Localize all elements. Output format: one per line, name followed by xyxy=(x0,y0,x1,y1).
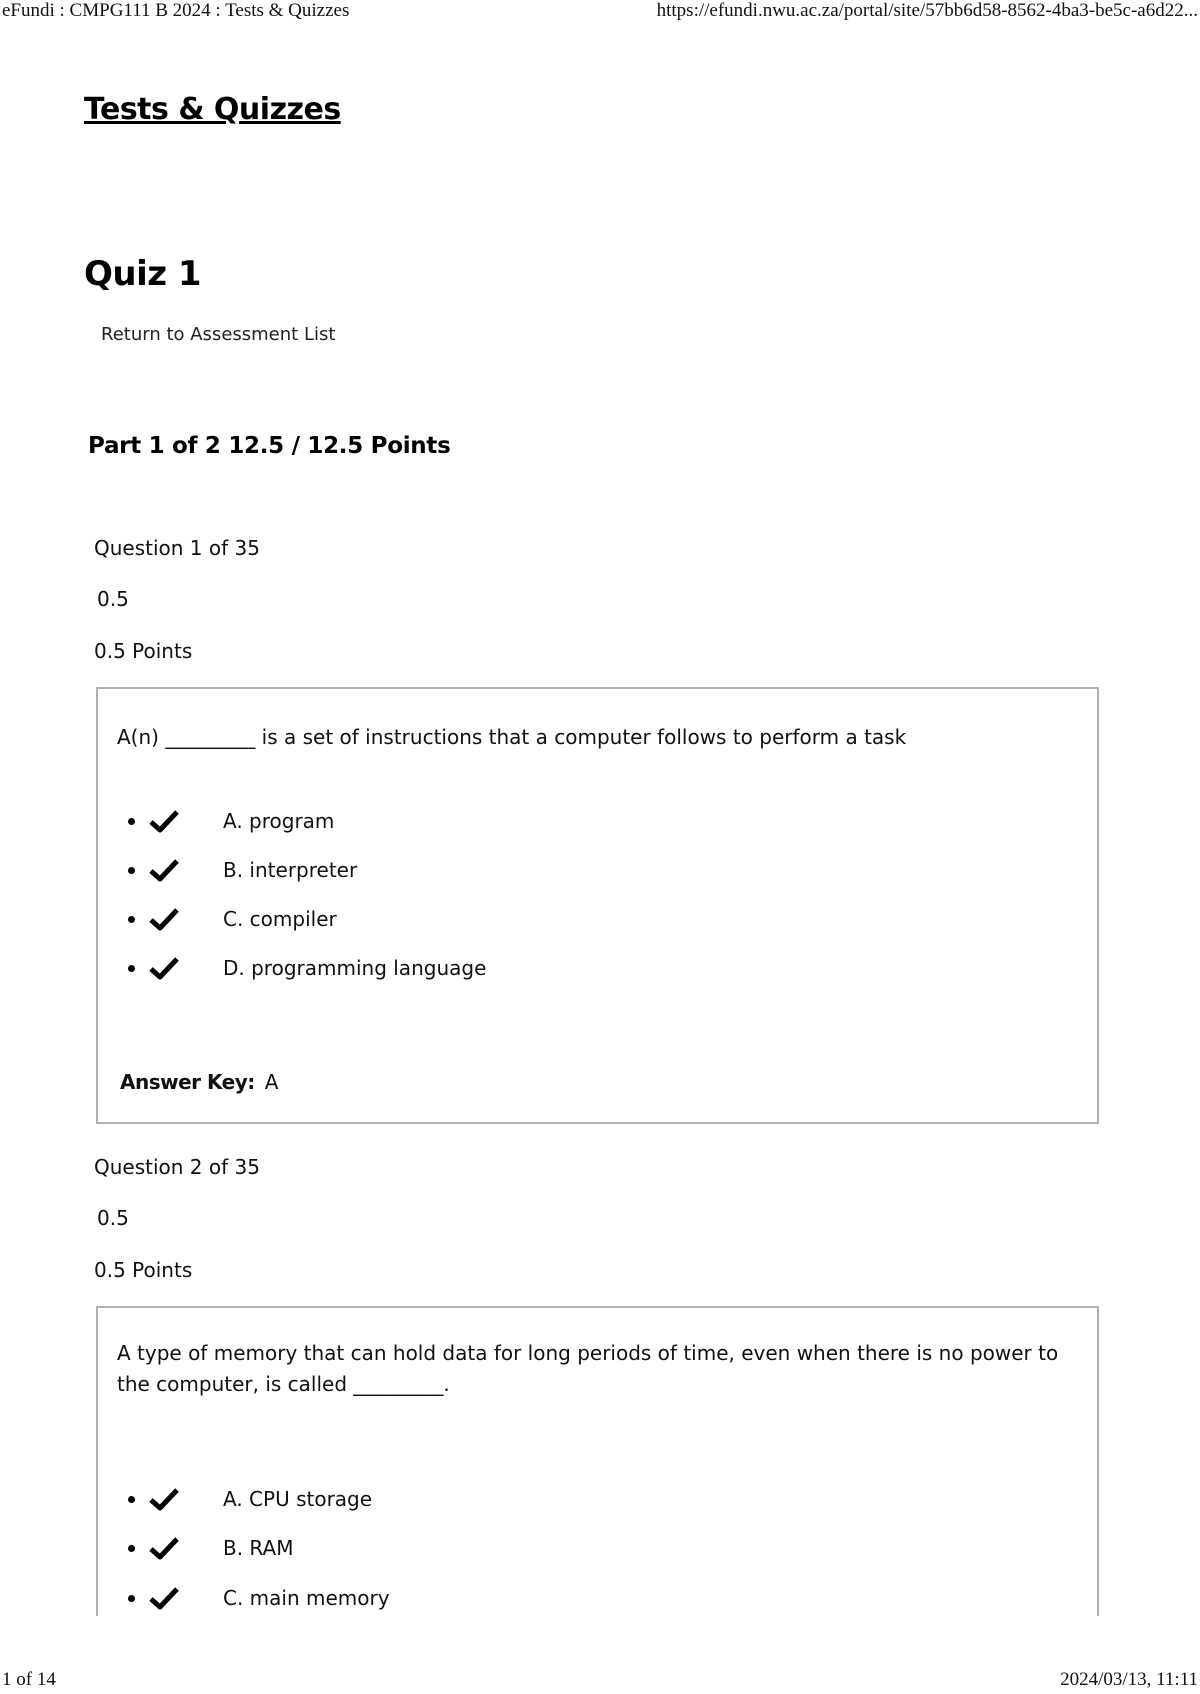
choice-item xyxy=(128,806,334,836)
return-to-assessment-list-link[interactable]: Return to Assessment List xyxy=(101,324,336,345)
check-icon xyxy=(149,956,179,980)
check-icon xyxy=(149,1487,179,1511)
bullet xyxy=(128,818,135,825)
choice-item xyxy=(128,904,337,934)
answer-key-label: Answer Key: xyxy=(120,1070,255,1094)
choice-label: C. main memory xyxy=(223,1586,390,1610)
choice-label: C. compiler xyxy=(223,907,337,931)
check-icon xyxy=(149,858,179,882)
print-header-url: https://efundi.nwu.ac.za/portal/site/57bb6d58-8562-4ba3-be5c-a6d22... xyxy=(656,0,1198,21)
question-score: 0.5 xyxy=(97,587,129,611)
choice-label: B. RAM xyxy=(223,1536,294,1560)
bullet xyxy=(128,916,135,923)
check-icon xyxy=(149,1536,179,1560)
part-title: Part 1 of 2 12.5 / 12.5 Points xyxy=(88,433,451,459)
print-footer-datetime: 2024/03/13, 11:11 xyxy=(1060,1669,1198,1690)
choice-item xyxy=(128,953,486,983)
choice-item xyxy=(128,1533,293,1563)
print-footer-page: 1 of 14 xyxy=(2,1669,56,1690)
choice-item xyxy=(128,1583,390,1613)
print-footer xyxy=(0,1669,1200,1691)
question-text: A type of memory that can hold data for long periods of time, even when there is no power to the computer, is called _________. xyxy=(117,1341,1059,1396)
question-text: A(n) _________ is a set of instructions that a computer follows to perform a task xyxy=(117,725,907,749)
question-box xyxy=(96,1306,1099,1616)
question-score: 0.5 xyxy=(97,1206,129,1230)
question-points: 0.5 Points xyxy=(94,639,193,663)
question-number: Question 1 of 35 xyxy=(94,536,260,560)
page-title: Tests & Quizzes xyxy=(84,92,341,127)
bullet xyxy=(128,1545,135,1552)
choice-label: B. interpreter xyxy=(223,858,358,882)
answer-key xyxy=(120,1070,278,1094)
question-box xyxy=(96,687,1099,1124)
answer-key-value: A xyxy=(264,1070,279,1094)
choice-label: A. CPU storage xyxy=(223,1487,373,1511)
choice-label: D. programming language xyxy=(223,956,487,980)
bullet xyxy=(128,965,135,972)
choice-item xyxy=(128,1484,372,1514)
check-icon xyxy=(149,1586,179,1610)
quiz-title: Quiz 1 xyxy=(84,254,202,294)
choice-item xyxy=(128,855,357,885)
question-points: 0.5 Points xyxy=(94,1258,193,1282)
bullet xyxy=(128,867,135,874)
bullet xyxy=(128,1595,135,1602)
check-icon xyxy=(149,907,179,931)
choice-label: A. program xyxy=(223,809,335,833)
bullet xyxy=(128,1496,135,1503)
question-number: Question 2 of 35 xyxy=(94,1155,260,1179)
check-icon xyxy=(149,809,179,833)
print-header-title: eFundi : CMPG111 B 2024 : Tests & Quizzes xyxy=(2,0,350,21)
